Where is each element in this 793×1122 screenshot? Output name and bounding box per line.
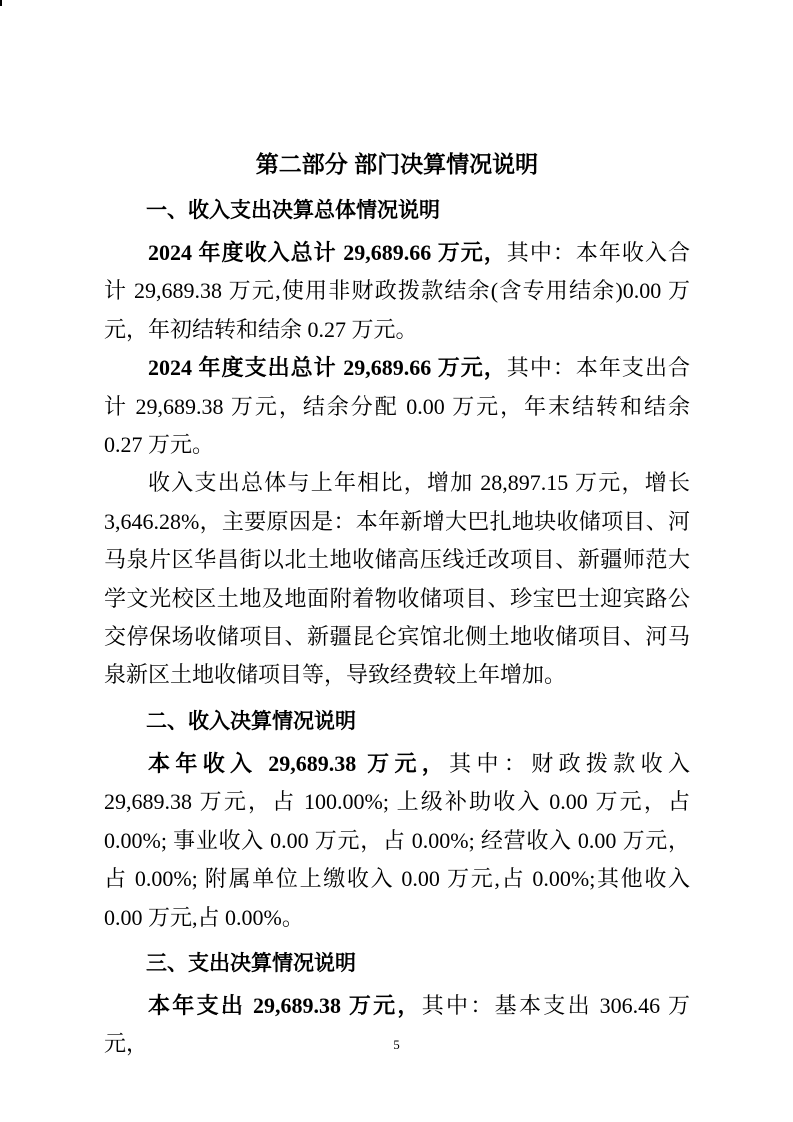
- paragraph-yoy-comparison: [104, 464, 690, 694]
- section-heading-2: 二、收入决算情况说明: [146, 709, 356, 733]
- paragraph-lead: 2024 年度支出总计 29,689.66 万元，: [148, 355, 507, 381]
- section-heading-1: 一、收入支出决算总体情况说明: [146, 199, 440, 222]
- paragraph-text: 其中：财政拨款收入 29,689.38 万元，占 100.00%; 上级补助收入 0.00 万元，占 0.00%; 事业收入 0.00 万元，占 0.00%; 经营收入 0.00 万元，占 0.00%; 附属单位上缴收入 0.00 万元,占 0.00%;其他收入 0.00 万元,占 0.00%。: [104, 750, 690, 930]
- paragraph-text: 其中：本年收入合计 29,689.38 万元,使用非财政拨款结余(含专用结余)0.00 万元，年初结转和结余 0.27 万元。: [104, 240, 690, 342]
- paragraph-income-detail: [104, 745, 690, 937]
- paragraph-text: 收入支出总体与上年相比，增加 28,897.15 万元，增长 3,646.28%，主要原因是：本年新增大巴扎地块收储项目、河马泉片区华昌街以北土地收储高压线迁改项目、新疆师范大学文光校区土地及地面附着物收储项目、珍宝巴士迎宾路公交停保场收储项目、新疆昆仑宾馆北侧土地收储项目、河马泉新区土地收储项目等，导致经费较上年增加。: [104, 470, 690, 688]
- paragraph-lead: 2024 年度收入总计 29,689.66 万元，: [148, 240, 507, 265]
- page-title: 第二部分 部门决算情况说明: [255, 151, 539, 177]
- paragraph-income-total: [104, 234, 690, 349]
- scan-artifact: [0, 0, 2, 6]
- page-number: 5: [393, 1037, 400, 1052]
- paragraph-text: 其中：基本支出 306.46 万元，: [104, 992, 690, 1057]
- paragraph-lead: 本年收入 29,689.38 万元，: [148, 750, 450, 776]
- section-heading-3: 三、支出决算情况说明: [146, 951, 356, 975]
- paragraph-text: 其中：本年支出合计 29,689.38 万元，结余分配 0.00 万元，年末结转和结余 0.27 万元。: [104, 355, 690, 458]
- document-content: [104, 144, 690, 1064]
- paragraph-lead: 本年支出 29,689.38 万元，: [148, 992, 422, 1018]
- paragraph-expense-total: [104, 349, 690, 464]
